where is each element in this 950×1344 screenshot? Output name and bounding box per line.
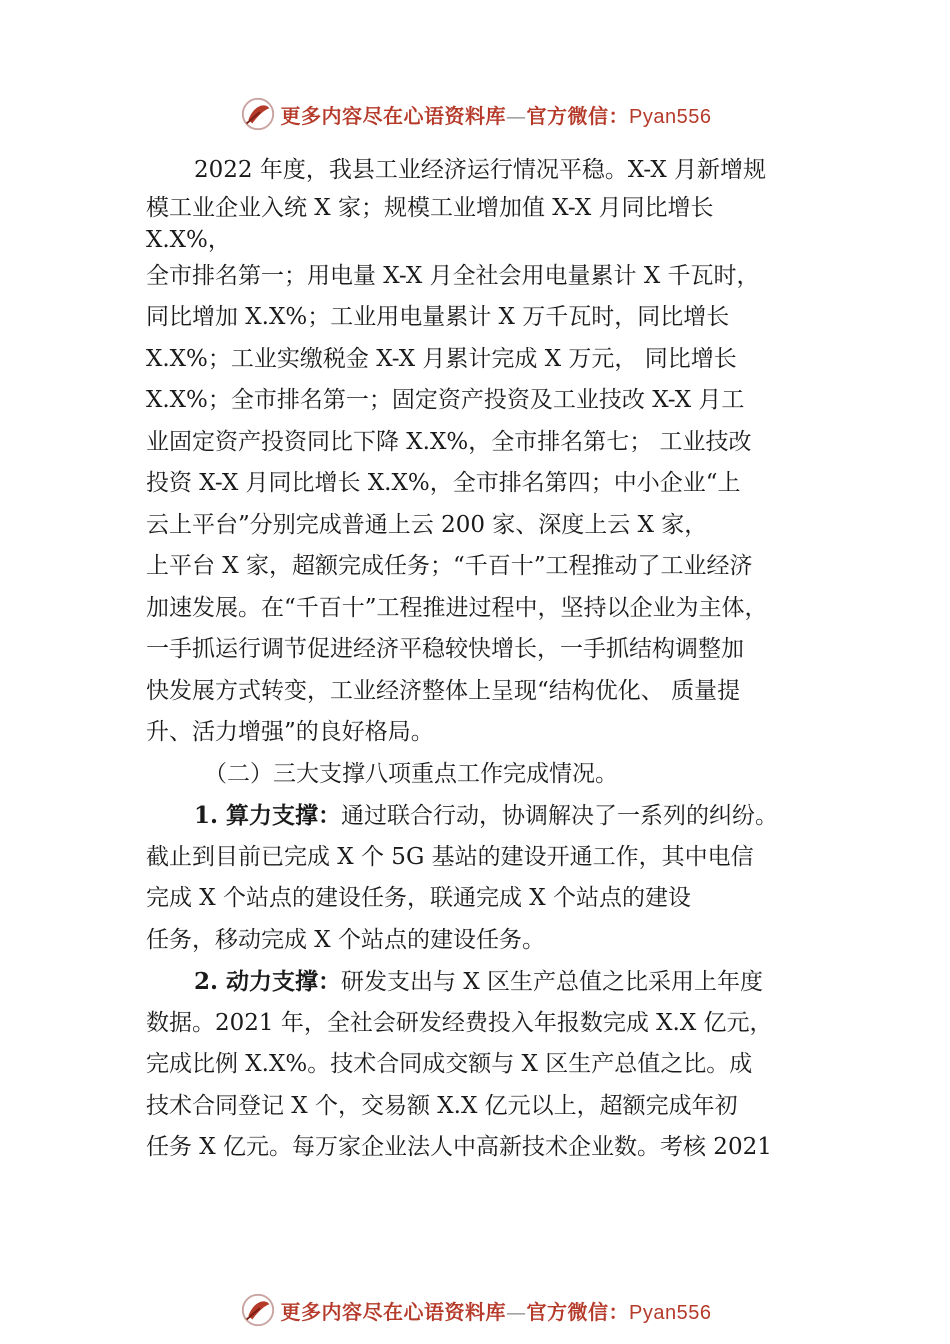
- text-line: 数据。2021 年，全社会研发经费投入年报数完成 X.X 亿元，: [146, 1009, 773, 1036]
- watermark-account: Pyan556: [629, 1301, 712, 1324]
- watermark-banner-bottom: [0, 1288, 950, 1332]
- text-line: 一手抓运行调节促进经济平稳较快增长，一手抓结构调整加: [146, 636, 744, 662]
- text-line: 任务，移动完成 X 个站点的建设任务。: [146, 926, 545, 953]
- brand-logo-icon: [239, 95, 277, 133]
- watermark-official: 官方微信：: [526, 1299, 630, 1324]
- brand-logo-icon: [239, 1291, 277, 1329]
- text-line: X.X%；全市排名第一；固定资产投资及工业技改 X-X 月工: [146, 387, 745, 413]
- watermark-separator: —: [506, 1299, 527, 1324]
- paragraph-1: [146, 150, 836, 754]
- document-body: [146, 150, 836, 1169]
- text-line: 任务 X 亿元。每万家企业法人中高新技术企业数。考核 2021: [146, 1134, 772, 1160]
- watermark-brand: 更多内容尽在心语资料库: [280, 1299, 507, 1324]
- item-1-label: 1. 算力支撑：: [194, 802, 342, 829]
- text-line: 业固定资产投资同比下降 X.X%，全市排名第七； 工业技改: [146, 428, 752, 455]
- text-line: 技术合同登记 X 个，交易额 X.X 亿元以上，超额完成年初: [146, 1092, 738, 1119]
- text-line: X.X%，: [146, 226, 231, 253]
- text-line: 加速发展。在“千百十”工程推进过程中，坚持以企业为主体，: [146, 594, 768, 621]
- section-heading: （二）三大支撑八项重点工作完成情况。: [204, 760, 618, 787]
- text-line: 云上平台”分别完成普通上云 200 家、深度上云 X 家，: [146, 511, 708, 538]
- item-1-text: 通过联合行动，协调解决了一系列的纠纷。: [341, 803, 779, 829]
- text-line: 2022 年度，我县工业经济运行情况平稳。X-X 月新增规: [194, 157, 767, 183]
- text-line: [146, 961, 836, 1003]
- text-line: 同比增加 X.X%；工业用电量累计 X 万千瓦时，同比增长: [146, 304, 730, 330]
- text-line: 快发展方式转变，工业经济整体上呈现“结构优化、 质量提: [146, 677, 741, 704]
- text-line: 全市排名第一；用电量 X-X 月全社会用电量累计 X 千瓦时，: [146, 262, 760, 289]
- text-line: 完成比例 X.X%。技术合同成交额与 X 区生产总值之比。成: [146, 1051, 753, 1077]
- item-2-text: 研发支出与 X 区生产总值之比采用上年度: [341, 969, 764, 995]
- text-line: 上平台 X 家，超额完成任务；“千百十”工程推动了工业经济: [146, 553, 753, 579]
- item-2-label: 2. 动力支撑：: [194, 968, 342, 995]
- watermark-account: Pyan556: [629, 105, 712, 128]
- item-2-power-support: [146, 961, 836, 1169]
- text-line: [146, 795, 836, 837]
- item-1-computing-support: [146, 795, 836, 961]
- text-line: 升、活力增强”的良好格局。: [146, 719, 434, 745]
- watermark-official: 官方微信：: [526, 103, 630, 128]
- text-line: 模工业企业入统 X 家；规模工业增加值 X-X 月同比增长: [146, 194, 714, 221]
- text-line: X.X%；工业实缴税金 X-X 月累计完成 X 万元， 同比增长: [146, 345, 737, 372]
- text-line: 截止到目前已完成 X 个 5G 基站的建设开通工作，其中电信: [146, 843, 754, 870]
- watermark-banner-top: [0, 92, 950, 136]
- watermark-separator: —: [506, 103, 527, 128]
- text-line: 投资 X-X 月同比增长 X.X%，全市排名第四；中小企业“上: [146, 470, 741, 496]
- watermark-brand: 更多内容尽在心语资料库: [280, 103, 507, 128]
- text-line: 完成 X 个站点的建设任务，联通完成 X 个站点的建设: [146, 885, 691, 911]
